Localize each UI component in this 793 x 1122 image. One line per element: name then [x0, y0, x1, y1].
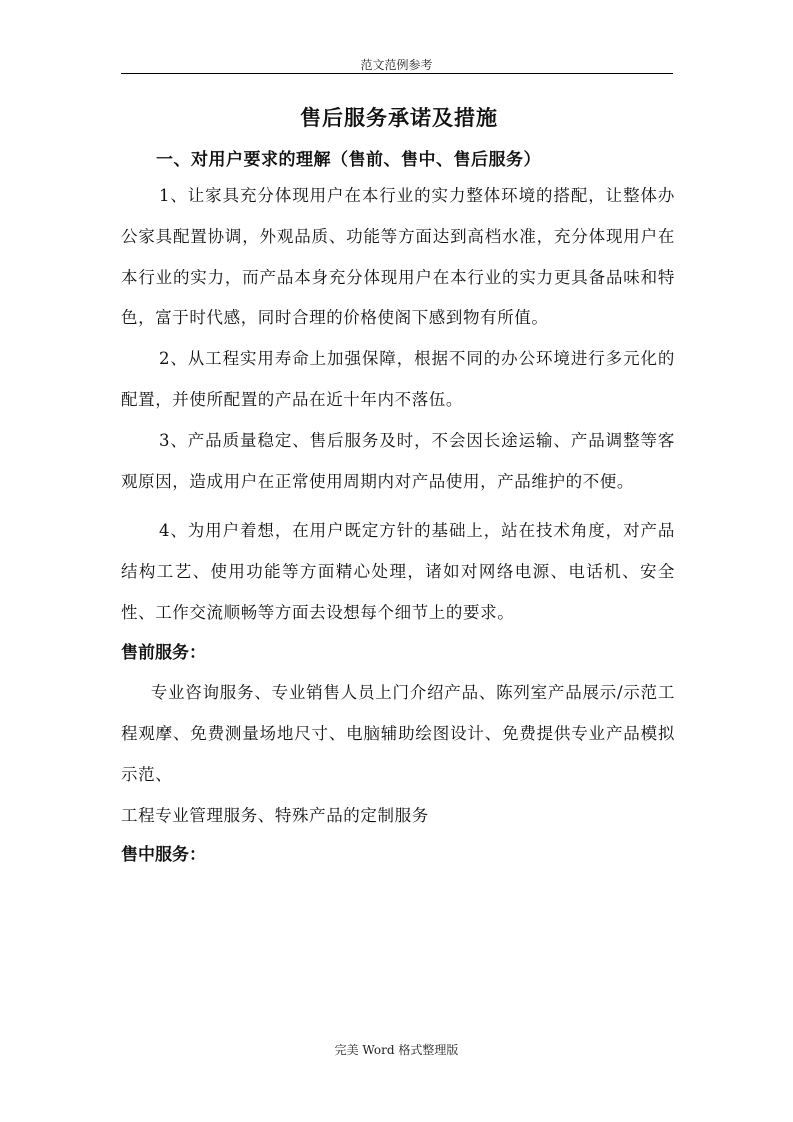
- presale-heading: 售前服务：: [121, 642, 206, 663]
- paragraph-1: 1、让家具充分体现用户在本行业的实力整体环境的搭配，让整体办公家具配置协调，外观品质、功能等方面达到高档水准，充分体现用户在本行业的实力，而产品本身充分体现用户在本行业的实力更具备品味和特色，富于时代感，同时合理的价格使阁下感到物有所值。: [121, 186, 675, 328]
- header-divider: [121, 73, 673, 74]
- presale-text-2: 工程专业管理服务、特殊产品的定制服务: [121, 805, 429, 825]
- presale-text: 专业咨询服务、专业销售人员上门介绍产品、陈列室产品展示/示范工程观摩、免费测量场地尺寸、电脑辅助绘图设计、免费提供专业产品模拟示范、: [121, 682, 675, 784]
- page-header: 范文范例参考: [360, 58, 433, 72]
- paragraph-3: 3、产品质量稳定、售后服务及时，不会因长途运输、产品调整等客观原因，造成用户在正常使用周期内对产品使用，产品维护的不便。: [121, 430, 675, 491]
- document-title: 售后服务承诺及措施: [300, 105, 498, 130]
- document-body: [121, 96, 675, 874]
- paragraph-2: 2、从工程实用寿命上加强保障，根据不同的办公环境进行多元化的配置，并使所配置的产品在近十年内不落伍。: [121, 349, 675, 409]
- section-heading: 一、对用户要求的理解（售前、售中、售后服务）: [156, 150, 541, 170]
- insale-heading: 售中服务：: [121, 844, 206, 865]
- paragraph-4: 4、为用户着想，在用户既定方针的基础上，站在技术角度，对产品结构工艺、使用功能等方面精心处理，诸如对网络电源、电话机、安全性、工作交流顺畅等方面去设想每个细节上的要求。: [121, 521, 675, 622]
- page-footer: 完美 Word 格式整理版: [334, 1043, 459, 1057]
